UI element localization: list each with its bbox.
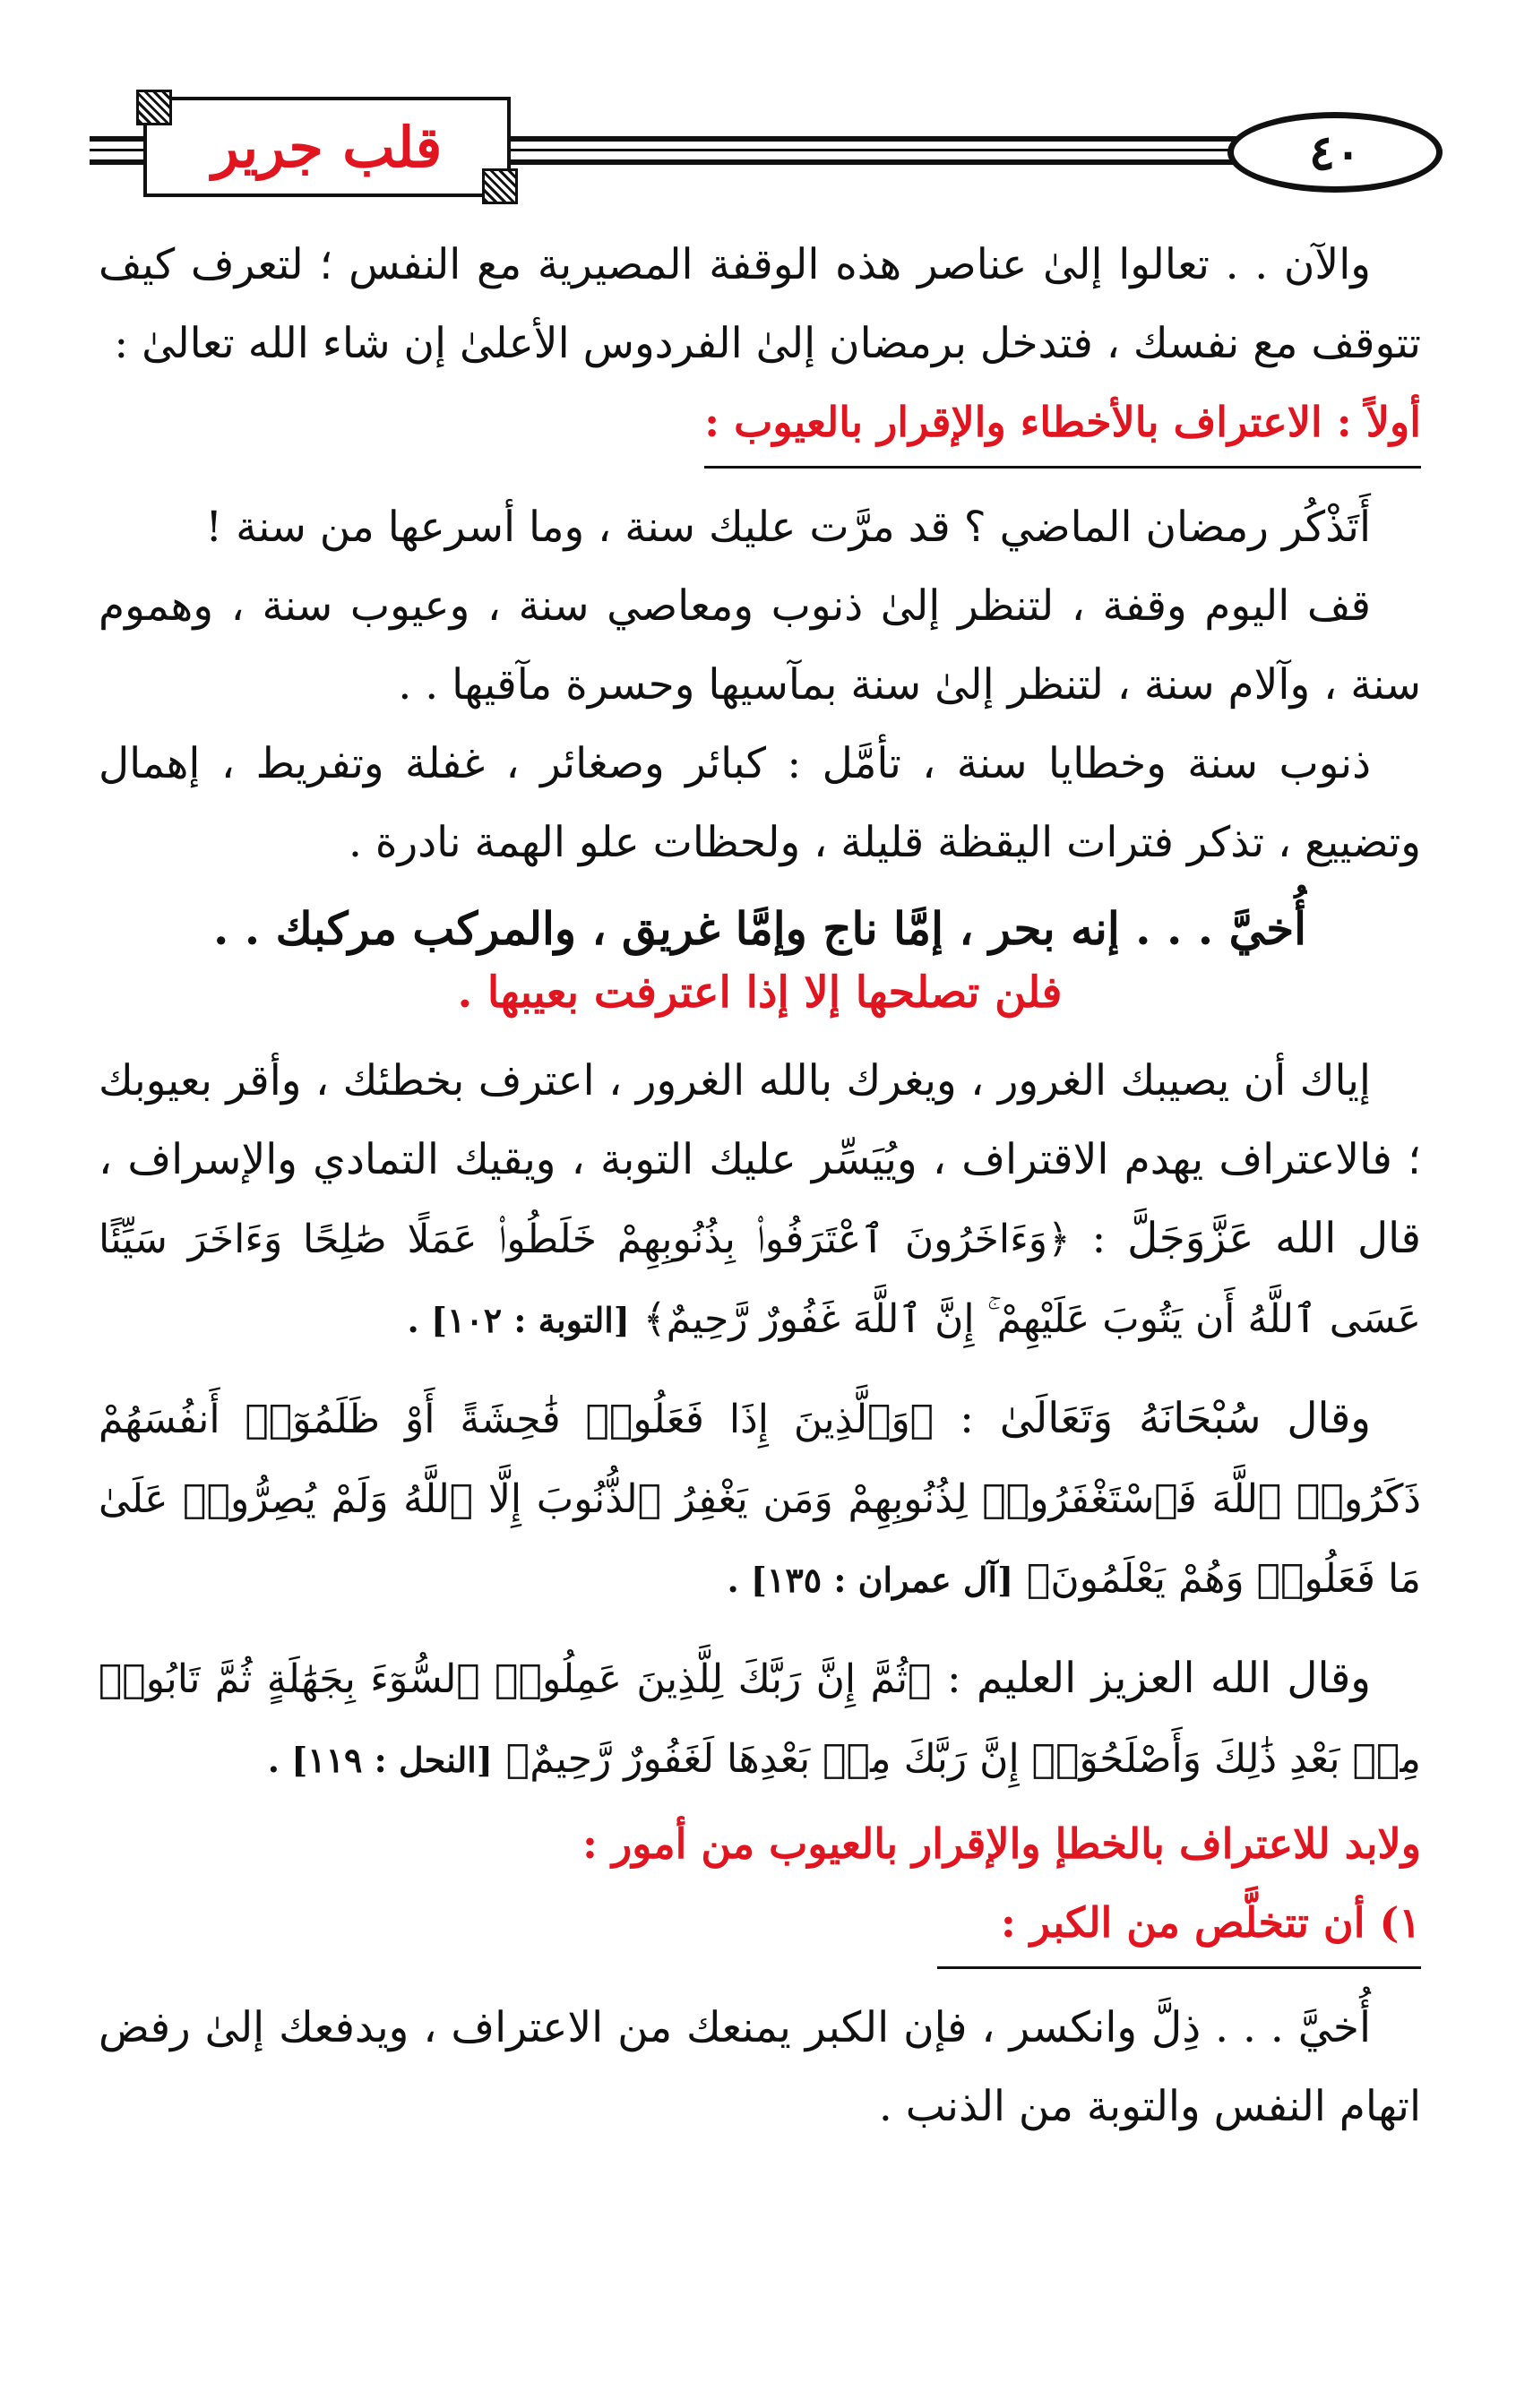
centered-quote — [99, 895, 1421, 1022]
quote-line: أُخيَّ . . . إنه بحر ، إمَّا ناج وإمَّا غريق ، والمركب مركبك . . — [212, 902, 1307, 955]
ornament-corner-icon — [482, 168, 518, 204]
paragraph-with-verse — [99, 1042, 1421, 1360]
heading-wrap — [99, 383, 1421, 469]
paragraph-text: وقال الله العزيز العليم : — [946, 1654, 1371, 1703]
verse-reference: [آل عمران : ١٣٥] . — [727, 1560, 1014, 1600]
paragraph-intro: والآن . . تعالوا إلىٰ عناصر هذه الوقفة المصيرية مع النفس ؛ لتعرف كيف تتوقف مع نفسك ، فتدخل برمضان إلىٰ الفردوس الأعلىٰ إن شاء الله تعالىٰ : — [99, 240, 1421, 368]
quran-verse: ﴿وَٱلَّذِينَ إِذَا فَعَلُوا۟ فَٰحِشَةً أَوْ ظَلَمُوٓا۟ أَنفُسَهُمْ ذَكَرُوا۟ ٱللَّهَ فَٱسْتَغْفَرُوا۟ لِذُنُوبِهِمْ وَمَن يَغْفِرُ ٱلذُّنُوبَ إِلَّا ٱللَّهُ وَلَمْ يُصِرُّوا۟ عَلَىٰ مَا فَعَلُوا۟ وَهُمْ يَعْلَمُونَ﴾ — [99, 1397, 1421, 1602]
quran-verse: ﴿ثُمَّ إِنَّ رَبَّكَ لِلَّذِينَ عَمِلُوا۟ ٱلسُّوٓءَ بِجَهَٰلَةٍ ثُمَّ تَابُوا۟ مِنۢ بَعْدِ ذَٰلِكَ وَأَصْلَحُوٓا۟ إِنَّ رَبَّكَ مِنۢ بَعْدِهَا لَغَفُورٌ رَّحِيمٌ﴾ — [99, 1656, 1421, 1782]
book-title: قلب جرير — [211, 114, 443, 180]
page-number-text: ٤٠ — [1308, 124, 1361, 181]
page-content — [99, 226, 1421, 2146]
quote-line-red: فلن تصلحها إلا إذا اعترفت بعيبها . — [457, 968, 1063, 1018]
ornament-corner-icon — [136, 90, 172, 125]
heading-wrap — [99, 1879, 1421, 1969]
numbered-heading: ١) أن تتخلَّص من الكبر : — [937, 1891, 1421, 1969]
paragraph: أُخيَّ . . . ذِلَّ وانكسر ، فإن الكبر يمنعك من الاعتراف ، ويدفعك إلىٰ رفض اتهام النفس والتوبة من الذنب . — [99, 2003, 1421, 2131]
paragraph-with-verse — [99, 1380, 1421, 1620]
paragraph-text: إياك أن يصيبك الغرور ، ويغرك بالله الغرور ، اعترف بخطئك ، وأقر بعيوبك ؛ فالاعتراف يهدم الاقتراف ، ويُيَسِّر عليك التوبة ، ويقيك التمادي والإسراف ، قال الله عَزَّوَجَلَّ : — [99, 1056, 1421, 1263]
paragraph-text: وقال سُبْحَانَهُ وَتَعَالَىٰ : — [960, 1394, 1371, 1443]
section-heading: أولاً : الاعتراف بالأخطاء والإقرار بالعيوب : — [704, 391, 1421, 469]
verse-reference: [التوبة : ١٠٢] . — [407, 1300, 630, 1340]
page-header — [0, 0, 1516, 206]
book-title-box — [143, 97, 511, 197]
paragraph-with-verse — [99, 1639, 1421, 1800]
sub-heading: ولابد للاعتراف بالخطإ والإقرار بالعيوب من أمور : — [581, 1819, 1421, 1868]
paragraph: ذنوب سنة وخطايا سنة ، تأمَّل : كبائر وصغائر ، غفلة وتفريط ، إهمال وتضييع ، تذكر فترات اليقظة قليلة ، ولحظات علو الهمة نادرة . — [99, 739, 1421, 867]
quran-verse: ﴿وَءَاخَرُونَ ٱعْتَرَفُوا۟ بِذُنُوبِهِمْ خَلَطُوا۟ عَمَلًا صَٰلِحًا وَءَاخَرَ سَيِّئًا عَسَى ٱللَّهُ أَن يَتُوبَ عَلَيْهِمْ ۚ إِنَّ ٱللَّهَ غَفُورٌ رَّحِيمٌ﴾ — [99, 1217, 1421, 1342]
paragraph: أَتَذْكُر رمضان الماضي ؟ قد مرَّت عليك سنة ، وما أسرعها من سنة ! — [205, 503, 1371, 552]
page-number — [1227, 112, 1443, 193]
verse-reference: [النحل : ١١٩] . — [267, 1740, 493, 1780]
paragraph: قف اليوم وقفة ، لتنظر إلىٰ ذنوب ومعاصي سنة ، وعيوب سنة ، وهموم سنة ، وآلام سنة ، لتنظر إلىٰ سنة بمآسيها وحسرة مآقيها . . — [99, 581, 1421, 710]
